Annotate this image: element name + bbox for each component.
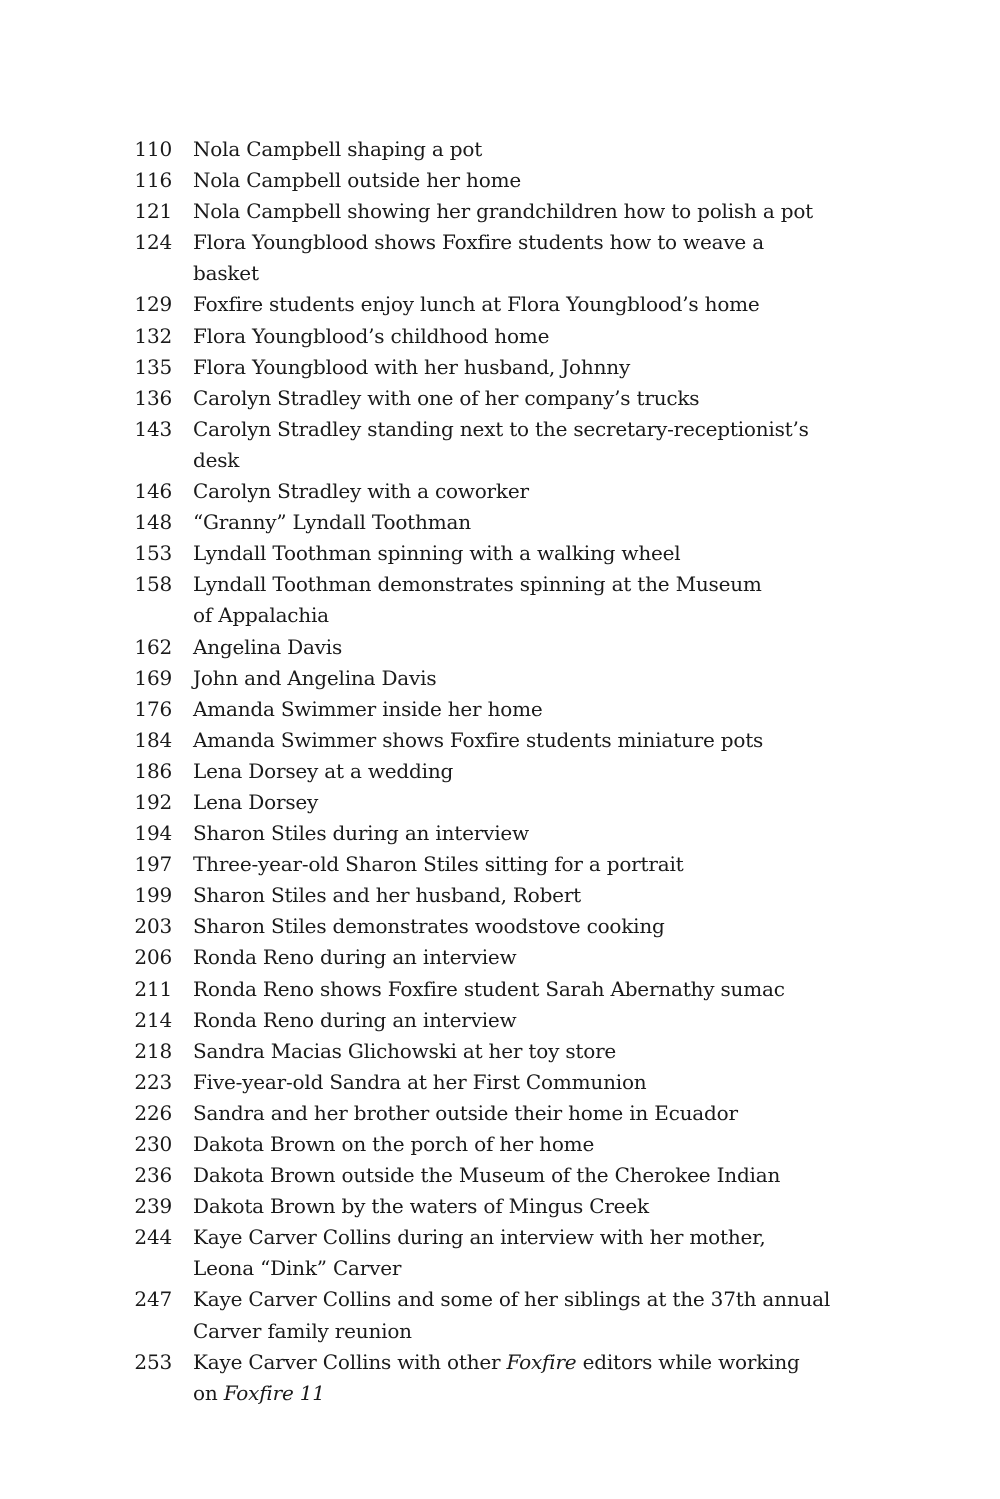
list-item [0, 476, 1000, 507]
caption: Sandra and her brother outside their home in Ecuador [193, 1100, 738, 1125]
page-number: 129 [134, 292, 172, 317]
page-number: 239 [134, 1194, 172, 1219]
caption: Nola Campbell outside her home [193, 168, 521, 193]
list-item [0, 1005, 1000, 1036]
caption: Dakota Brown by the waters of Mingus Creek [193, 1194, 649, 1219]
list-item [0, 289, 1000, 320]
list-item [0, 725, 1000, 756]
list-item [0, 1098, 1000, 1129]
page-number: 199 [134, 883, 172, 908]
caption: Lyndall Toothman demonstrates spinning at the Museum of Appalachia [193, 572, 762, 628]
page-number: 192 [134, 789, 172, 814]
caption: Ronda Reno during an interview [193, 945, 517, 970]
list-item [0, 1222, 1000, 1284]
list-item [0, 196, 1000, 227]
page-number: 230 [134, 1132, 172, 1156]
list-item [0, 507, 1000, 538]
page-number: 218 [134, 1038, 172, 1063]
list-item [0, 1191, 1000, 1222]
page-number: 176 [134, 696, 172, 721]
illustration-list [0, 134, 1000, 1409]
list-item [0, 352, 1000, 383]
caption: Carolyn Stradley standing next to the secretary-receptionist’s desk [193, 416, 809, 472]
caption: Five-year-old Sandra at her First Communion [193, 1069, 647, 1094]
list-item [0, 1067, 1000, 1098]
page-number: 132 [134, 323, 172, 348]
page-number: 244 [134, 1225, 172, 1250]
list-item [0, 321, 1000, 352]
page-number: 135 [134, 354, 172, 379]
caption: Angelina Davis [193, 634, 343, 659]
list-item [0, 756, 1000, 787]
page-number: 236 [134, 1163, 172, 1188]
caption: Nola Campbell shaping a pot [193, 137, 483, 161]
page-number: 124 [134, 230, 172, 255]
caption: Three-year-old Sharon Stiles sitting for a portrait [193, 852, 684, 877]
list-item [0, 1036, 1000, 1067]
page-number: 153 [134, 541, 172, 566]
page-number: 148 [134, 510, 172, 535]
caption: Lena Dorsey at a wedding [193, 758, 454, 783]
book-title: Foxfire 11 [223, 1380, 325, 1405]
caption: John and Angelina Davis [193, 665, 437, 690]
caption: Sandra Macias Glichowski at her toy store [193, 1038, 617, 1063]
page-number: 158 [134, 572, 172, 597]
list-item [0, 694, 1000, 725]
list-item [0, 880, 1000, 911]
list-item [0, 1347, 1000, 1409]
list-item [0, 1129, 1000, 1160]
page-number: 206 [134, 945, 172, 970]
list-item [0, 1284, 1000, 1346]
page-number: 146 [134, 479, 172, 504]
caption: Flora Youngblood with her husband, Johnny [193, 354, 631, 379]
list-item [0, 942, 1000, 973]
caption: Amanda Swimmer inside her home [193, 696, 543, 721]
caption: Sharon Stiles and her husband, Robert [193, 883, 582, 908]
page-number: 197 [134, 852, 172, 877]
page-number: 211 [134, 976, 172, 1001]
page-number: 136 [134, 385, 172, 410]
caption: Carolyn Stradley with a coworker [193, 479, 529, 504]
caption: “Granny” Lyndall Toothman [193, 510, 471, 535]
list-item [0, 538, 1000, 569]
book-title: Foxfire [506, 1349, 577, 1374]
page-number: 110 [134, 137, 172, 161]
page-number: 226 [134, 1100, 172, 1125]
page-number: 169 [134, 665, 172, 690]
caption: Flora Youngblood’s childhood home [193, 323, 550, 348]
list-item [0, 569, 1000, 631]
caption: Lena Dorsey [193, 789, 319, 814]
caption: Flora Youngblood shows Foxfire students how to weave a basket [193, 230, 764, 286]
page-number: 203 [134, 914, 172, 939]
page-number: 186 [134, 758, 172, 783]
list-item [0, 818, 1000, 849]
list-item [0, 165, 1000, 196]
page-number: 223 [134, 1069, 172, 1094]
caption: Sharon Stiles during an interview [193, 821, 529, 846]
caption: Lyndall Toothman spinning with a walking wheel [193, 541, 681, 566]
list-item [0, 911, 1000, 942]
list-item [0, 383, 1000, 414]
list-item [0, 1160, 1000, 1191]
list-item [0, 974, 1000, 1005]
list-item [0, 414, 1000, 476]
caption: Amanda Swimmer shows Foxfire students miniature pots [193, 727, 764, 752]
caption-text: editors while working [576, 1349, 800, 1374]
caption: Nola Campbell showing her grandchildren how to polish a pot [193, 199, 813, 224]
caption [193, 1347, 833, 1409]
caption: Sharon Stiles demonstrates woodstove cooking [193, 914, 665, 939]
caption-text: Kaye Carver Collins with other [193, 1349, 507, 1374]
caption: Dakota Brown outside the Museum of the Cherokee Indian [193, 1163, 781, 1188]
page-number: 194 [134, 821, 172, 846]
caption: Kaye Carver Collins and some of her siblings at the 37th annual Carver family reunion [193, 1287, 831, 1343]
page-number: 247 [134, 1287, 172, 1312]
list-item [0, 632, 1000, 663]
list-item [0, 134, 1000, 165]
caption-text: on [193, 1380, 224, 1405]
page-number: 162 [134, 634, 172, 659]
page-number: 253 [134, 1349, 172, 1374]
caption: Kaye Carver Collins during an interview with her mother, Leona “Dink” Carver [193, 1225, 766, 1281]
page-number: 121 [134, 199, 172, 224]
caption: Ronda Reno during an interview [193, 1007, 517, 1032]
caption: Carolyn Stradley with one of her company’s trucks [193, 385, 700, 410]
list-item [0, 227, 1000, 289]
caption: Foxfire students enjoy lunch at Flora Youngblood’s home [193, 292, 760, 317]
list-item [0, 849, 1000, 880]
caption: Dakota Brown on the porch of her home [193, 1132, 595, 1156]
page-number: 116 [134, 168, 172, 193]
page-number: 184 [134, 727, 172, 752]
list-item [0, 787, 1000, 818]
page-number: 143 [134, 416, 172, 441]
caption: Ronda Reno shows Foxfire student Sarah Abernathy sumac [193, 976, 785, 1001]
page-number: 214 [134, 1007, 172, 1032]
list-item [0, 663, 1000, 694]
